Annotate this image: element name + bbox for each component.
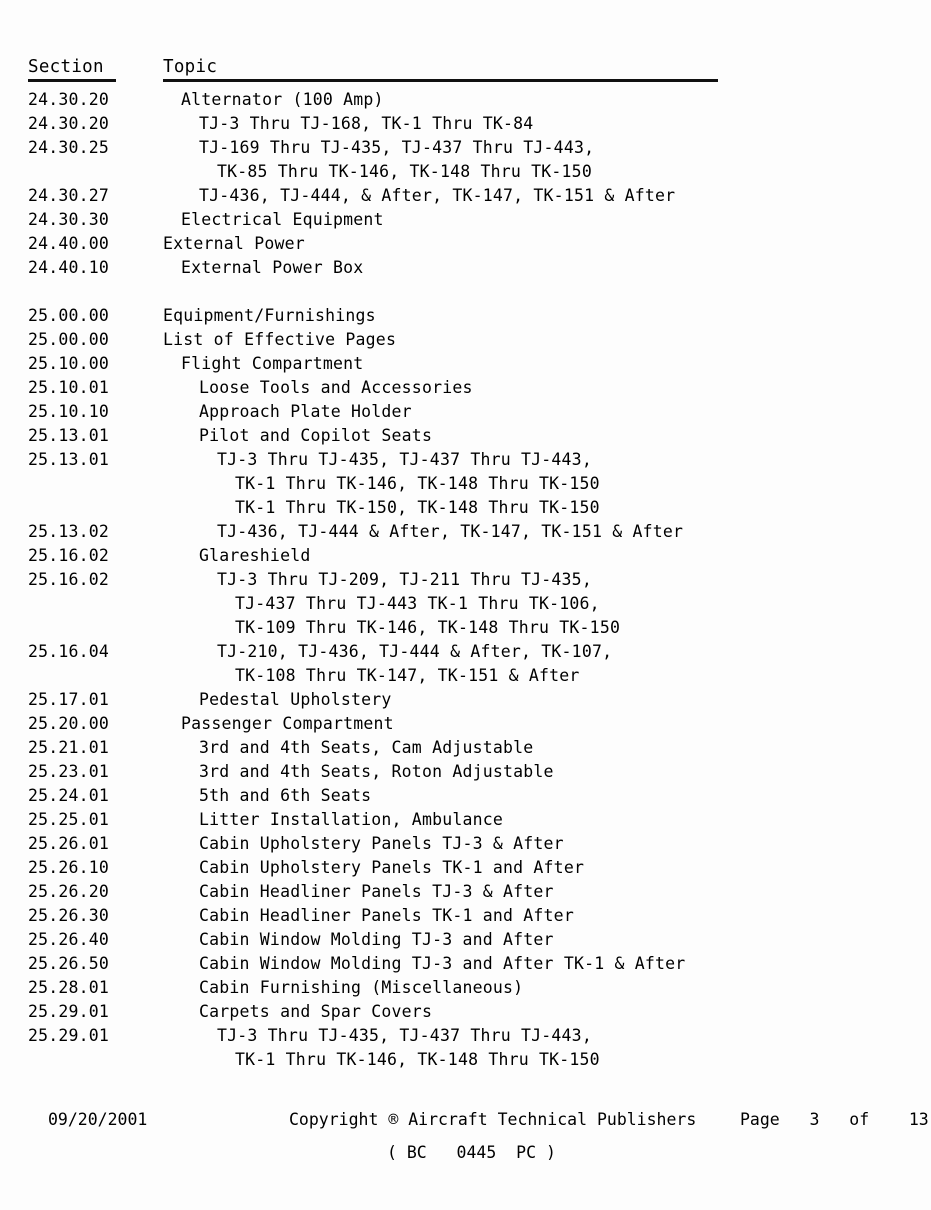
row-topic-text: Cabin Headliner Panels TJ-3 & After: [199, 882, 554, 901]
row-section-number: 25.10.00: [28, 354, 110, 373]
section-header-rule: [28, 79, 116, 82]
footer-copyright: Copyright ® Aircraft Technical Publishers: [289, 1110, 697, 1129]
table-row: [0, 112, 931, 136]
row-section-number: 24.30.25: [28, 138, 110, 157]
row-section-number: 25.16.02: [28, 570, 110, 589]
row-topic-text: TJ-436, TJ-444, & After, TK-147, TK-151 & After: [199, 186, 676, 205]
table-row: [0, 712, 931, 736]
column-header-section: Section: [28, 57, 104, 77]
row-topic-text: List of Effective Pages: [163, 330, 397, 349]
table-row: [0, 136, 931, 160]
row-topic-text: Cabin Furnishing (Miscellaneous): [199, 978, 524, 997]
row-section-number: 25.26.10: [28, 858, 110, 877]
row-topic-text: TK-109 Thru TK-146, TK-148 Thru TK-150: [235, 618, 621, 637]
table-row: [0, 400, 931, 424]
row-topic-text: TJ-3 Thru TJ-168, TK-1 Thru TK-84: [199, 114, 534, 133]
row-topic-text: TK-1 Thru TK-150, TK-148 Thru TK-150: [235, 498, 600, 517]
row-section-number: 25.26.01: [28, 834, 110, 853]
table-row: [0, 184, 931, 208]
table-row: [0, 376, 931, 400]
row-section-number: 25.26.50: [28, 954, 110, 973]
row-section-number: 25.00.00: [28, 330, 110, 349]
table-row: [0, 568, 931, 592]
row-topic-text: TK-1 Thru TK-146, TK-148 Thru TK-150: [235, 1050, 600, 1069]
table-row: [0, 640, 931, 664]
table-row: [0, 904, 931, 928]
row-section-number: 25.24.01: [28, 786, 110, 805]
row-section-number: 25.29.01: [28, 1026, 110, 1045]
row-topic-text: TK-85 Thru TK-146, TK-148 Thru TK-150: [217, 162, 592, 181]
table-row: [0, 880, 931, 904]
row-section-number: 25.29.01: [28, 1002, 110, 1021]
table-row: [0, 832, 931, 856]
row-topic-text: TJ-436, TJ-444 & After, TK-147, TK-151 & After: [217, 522, 684, 541]
row-section-number: 25.26.20: [28, 882, 110, 901]
row-section-number: 25.28.01: [28, 978, 110, 997]
row-topic-text: TJ-169 Thru TJ-435, TJ-437 Thru TJ-443,: [199, 138, 595, 157]
table-row: [0, 520, 931, 544]
row-section-number: 24.40.10: [28, 258, 110, 277]
table-row: [0, 88, 931, 112]
table-row: [0, 736, 931, 760]
page-footer: [0, 1110, 931, 1180]
footer-date: 09/20/2001: [48, 1110, 148, 1129]
row-topic-text: Cabin Window Molding TJ-3 and After: [199, 930, 554, 949]
row-topic-text: TK-1 Thru TK-146, TK-148 Thru TK-150: [235, 474, 600, 493]
row-topic-text: 3rd and 4th Seats, Roton Adjustable: [199, 762, 554, 781]
row-section-number: 25.21.01: [28, 738, 110, 757]
row-topic-text: Approach Plate Holder: [199, 402, 412, 421]
table-row: [0, 448, 931, 472]
table-row: [0, 256, 931, 280]
row-topic-text: Cabin Headliner Panels TK-1 and After: [199, 906, 574, 925]
row-topic-text: 5th and 6th Seats: [199, 786, 372, 805]
row-topic-text: TJ-210, TJ-436, TJ-444 & After, TK-107,: [217, 642, 613, 661]
row-topic-text: Passenger Compartment: [181, 714, 394, 733]
row-topic-text: Flight Compartment: [181, 354, 364, 373]
row-topic-text: Litter Installation, Ambulance: [199, 810, 504, 829]
row-topic-text: TJ-437 Thru TJ-443 TK-1 Thru TK-106,: [235, 594, 600, 613]
row-topic-text: External Power Box: [181, 258, 364, 277]
row-topic-text: Alternator (100 Amp): [181, 90, 384, 109]
row-section-number: 24.30.27: [28, 186, 110, 205]
row-topic-text: TJ-3 Thru TJ-435, TJ-437 Thru TJ-443,: [217, 450, 592, 469]
row-topic-text: Equipment/Furnishings: [163, 306, 376, 325]
row-section-number: 25.17.01: [28, 690, 110, 709]
row-section-number: 25.26.40: [28, 930, 110, 949]
table-row: [0, 208, 931, 232]
column-header-topic: Topic: [163, 57, 218, 77]
row-topic-text: Cabin Upholstery Panels TJ-3 & After: [199, 834, 564, 853]
row-section-number: 24.30.30: [28, 210, 110, 229]
table-row: [0, 616, 931, 640]
row-topic-text: Glareshield: [199, 546, 311, 565]
row-topic-text: Electrical Equipment: [181, 210, 384, 229]
table-row: [0, 784, 931, 808]
table-row: [0, 856, 931, 880]
topic-header-rule: [163, 79, 718, 82]
table-row: [0, 1000, 931, 1024]
table-row: [0, 424, 931, 448]
table-row: [0, 976, 931, 1000]
table-row: [0, 352, 931, 376]
row-topic-text: Pedestal Upholstery: [199, 690, 392, 709]
row-topic-text: Pilot and Copilot Seats: [199, 426, 433, 445]
row-topic-text: Loose Tools and Accessories: [199, 378, 473, 397]
table-row: [0, 928, 931, 952]
table-row: [0, 472, 931, 496]
row-topic-text: Cabin Window Molding TJ-3 and After TK-1 & After: [199, 954, 686, 973]
table-row-spacer: [0, 280, 931, 304]
row-section-number: 24.30.20: [28, 114, 110, 133]
row-section-number: 25.13.01: [28, 450, 110, 469]
table-row: [0, 496, 931, 520]
row-section-number: 25.23.01: [28, 762, 110, 781]
row-section-number: 25.26.30: [28, 906, 110, 925]
row-section-number: 25.20.00: [28, 714, 110, 733]
table-row: [0, 808, 931, 832]
row-topic-text: External Power: [163, 234, 305, 253]
table-row: [0, 160, 931, 184]
row-section-number: 25.13.01: [28, 426, 110, 445]
table-row: [0, 1048, 931, 1072]
table-row: [0, 664, 931, 688]
table-header: [0, 57, 931, 83]
table-row: [0, 544, 931, 568]
table-row: [0, 952, 931, 976]
row-topic-text: TJ-3 Thru TJ-209, TJ-211 Thru TJ-435,: [217, 570, 592, 589]
table-row: [0, 1024, 931, 1048]
index-row-list: [0, 88, 931, 1072]
table-row: [0, 328, 931, 352]
table-row: [0, 760, 931, 784]
row-topic-text: Cabin Upholstery Panels TK-1 and After: [199, 858, 585, 877]
table-row: [0, 688, 931, 712]
row-section-number: 25.16.02: [28, 546, 110, 565]
row-topic-text: Carpets and Spar Covers: [199, 1002, 433, 1021]
row-section-number: 24.30.20: [28, 90, 110, 109]
row-section-number: 25.25.01: [28, 810, 110, 829]
table-row: [0, 304, 931, 328]
row-topic-text: TK-108 Thru TK-147, TK-151 & After: [235, 666, 580, 685]
row-section-number: 25.16.04: [28, 642, 110, 661]
row-section-number: 25.00.00: [28, 306, 110, 325]
row-topic-text: TJ-3 Thru TJ-435, TJ-437 Thru TJ-443,: [217, 1026, 592, 1045]
row-topic-text: 3rd and 4th Seats, Cam Adjustable: [199, 738, 534, 757]
row-section-number: 25.10.10: [28, 402, 110, 421]
table-row: [0, 232, 931, 256]
footer-page-number: Page 3 of 13: [740, 1110, 929, 1129]
footer-code: ( BC 0445 PC ): [387, 1143, 556, 1162]
row-section-number: 25.10.01: [28, 378, 110, 397]
table-row: [0, 592, 931, 616]
row-section-number: 25.13.02: [28, 522, 110, 541]
row-section-number: 24.40.00: [28, 234, 110, 253]
